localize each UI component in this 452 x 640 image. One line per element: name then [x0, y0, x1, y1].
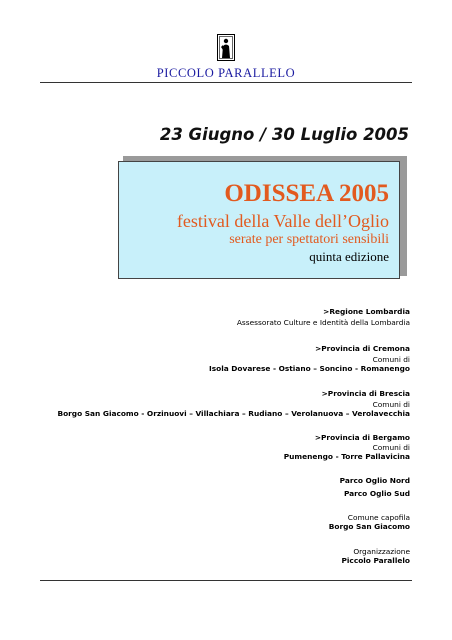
- brescia-comuni-label: Comuni di: [372, 400, 410, 409]
- festival-subtitle: festival della Valle dell’Oglio: [176, 211, 389, 231]
- bergamo-heading: >Provincia di Bergamo: [314, 433, 410, 442]
- brescia-comuni: Borgo San Giacomo - Orzinuovi – Villachiara – Rudiano – Verolanuova – Verolavecchia: [57, 409, 410, 418]
- festival-dates: 23 Giugno / 30 Luglio 2005: [159, 125, 409, 144]
- capofila-value: Borgo San Giacomo: [328, 522, 410, 531]
- cremona-comuni-label: Comuni di: [372, 355, 410, 364]
- footer-divider: [40, 580, 412, 581]
- parco-oglio-sud: Parco Oglio Sud: [343, 489, 410, 498]
- bergamo-comuni: Pumenengo - Torre Pallavicina: [283, 452, 410, 461]
- organizzazione-value: Piccolo Parallelo: [341, 556, 410, 565]
- brescia-heading: >Provincia di Brescia: [321, 389, 410, 398]
- bergamo-comuni-label: Comuni di: [372, 443, 410, 452]
- cremona-comuni: Isola Dovarese - Ostiano – Soncino - Romanengo: [208, 364, 410, 373]
- header-divider: [40, 82, 412, 83]
- parco-oglio-nord: Parco Oglio Nord: [339, 476, 410, 485]
- organizzazione-label: Organizzazione: [353, 547, 410, 556]
- capofila-label: Comune capofila: [347, 513, 410, 522]
- brand-name: PICCOLO PARALLELO: [156, 66, 296, 80]
- festival-title: ODISSEA 2005: [224, 180, 389, 207]
- theater-mask-logo-icon: [217, 34, 235, 61]
- lombardia-detail: Assessorato Culture e Identità della Lombardia: [236, 318, 410, 327]
- festival-title-box: [118, 161, 400, 279]
- lombardia-heading: >Regione Lombardia: [323, 307, 410, 316]
- cremona-heading: >Provincia di Cremona: [315, 344, 410, 353]
- festival-edition: quinta edizione: [309, 249, 389, 264]
- festival-tagline: serate per spettatori sensibili: [229, 232, 389, 247]
